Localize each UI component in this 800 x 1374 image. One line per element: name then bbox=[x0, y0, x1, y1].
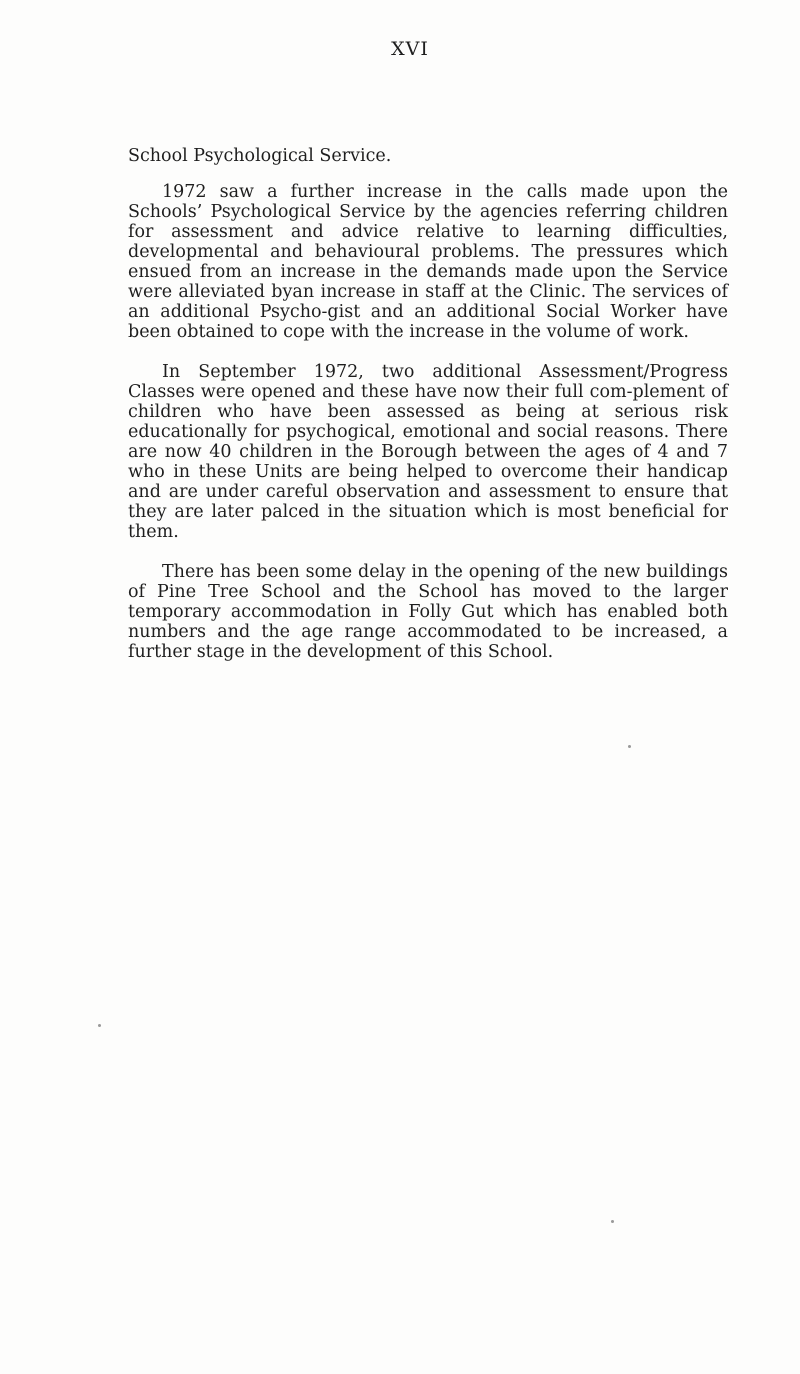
section-heading: School Psychological Service. bbox=[128, 146, 392, 166]
scan-speck bbox=[628, 745, 631, 748]
page-content bbox=[128, 146, 728, 682]
paragraph-2: In September 1972, two additional Assessment/Progress Classes were opened and these have now their full com-plement of children who have been assessed as being at serious risk educationally for psychogical, emotional and social reasons. There are now 40 children in the Borough between the ages of 4 and 7 who in these Units are being helped to overcome their handicap and are under careful observation and assessment to ensure that they are later palced in the situation which is most beneficial for them. bbox=[128, 362, 728, 542]
scan-speck bbox=[611, 1220, 614, 1223]
paragraph-1: 1972 saw a further increase in the calls made upon the Schools’ Psychological Service by the agencies referring children for assessment and advice relative to learning difficulties, developmental and behavioural problems. The pressures which ensued from an increase in the demands made upon the Service were alleviated byan increase in staff at the Clinic. The services of an additional Psycho-gist and an additional Social Worker have been obtained to cope with the increase in the volume of work. bbox=[128, 182, 728, 342]
paragraph-3: There has been some delay in the opening of the new buildings of Pine Tree School and the School has moved to the larger temporary accommodation in Folly Gut which has enabled both numbers and the age range accommodated to be increased, a further stage in the development of this School. bbox=[128, 562, 728, 662]
page-number: XVI bbox=[391, 38, 429, 60]
scan-speck bbox=[98, 1024, 101, 1027]
